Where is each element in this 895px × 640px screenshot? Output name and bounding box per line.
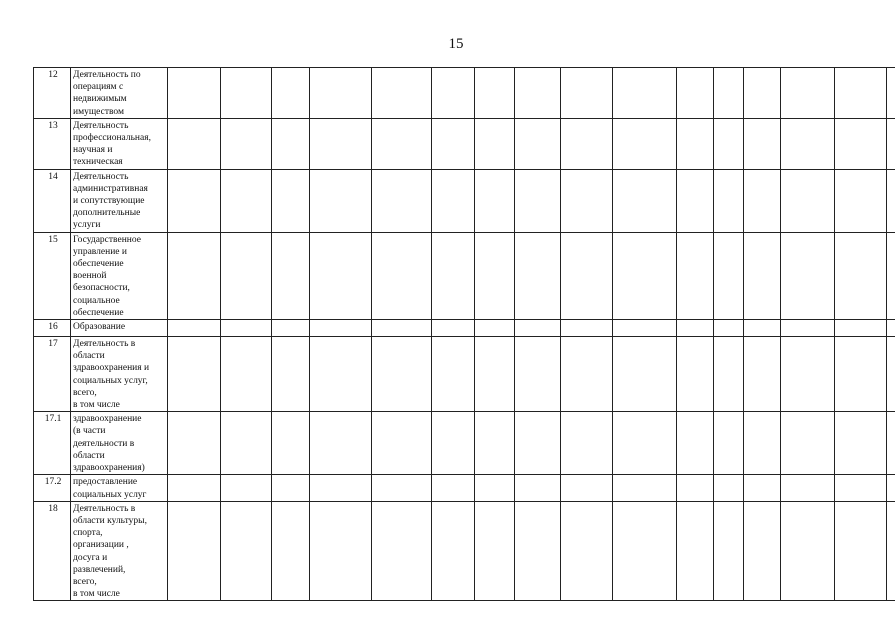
empty-cell: [310, 320, 372, 337]
empty-cell: [561, 320, 613, 337]
row-label: Образование: [71, 320, 168, 337]
row-label: Государственное управление и обеспечение военной безопасности, социальное обеспечение: [71, 232, 168, 319]
empty-cell: [475, 475, 515, 501]
empty-cell: [515, 501, 561, 601]
empty-cell: [613, 501, 677, 601]
empty-cell: [613, 118, 677, 169]
row-number: 17: [34, 337, 71, 412]
row-number: 14: [34, 169, 71, 232]
empty-cell: [677, 118, 714, 169]
empty-cell: [677, 337, 714, 412]
empty-cell: [561, 118, 613, 169]
table-row: [34, 475, 895, 501]
empty-cell: [432, 232, 475, 319]
empty-cell: [221, 337, 272, 412]
empty-cell: [372, 501, 432, 601]
empty-cell: [432, 475, 475, 501]
empty-cell: [432, 68, 475, 119]
row-label: Деятельность по операциям с недвижимым имуществом: [71, 68, 168, 119]
empty-cell: [887, 169, 895, 232]
empty-cell: [372, 68, 432, 119]
empty-cell: [714, 68, 744, 119]
empty-cell: [887, 501, 895, 601]
empty-cell: [310, 412, 372, 475]
empty-cell: [310, 68, 372, 119]
empty-cell: [168, 169, 221, 232]
empty-cell: [515, 320, 561, 337]
statistics-table: [33, 67, 895, 601]
empty-cell: [221, 412, 272, 475]
empty-cell: [887, 337, 895, 412]
empty-cell: [835, 501, 887, 601]
empty-cell: [561, 232, 613, 319]
row-label: Деятельность в области здравоохранения и социальных услуг, всего, в том числе: [71, 337, 168, 412]
empty-cell: [561, 412, 613, 475]
empty-cell: [781, 118, 835, 169]
empty-cell: [272, 475, 310, 501]
empty-cell: [561, 501, 613, 601]
empty-cell: [372, 320, 432, 337]
empty-cell: [613, 475, 677, 501]
empty-cell: [372, 337, 432, 412]
empty-cell: [613, 232, 677, 319]
empty-cell: [168, 412, 221, 475]
empty-cell: [613, 412, 677, 475]
empty-cell: [561, 68, 613, 119]
empty-cell: [432, 320, 475, 337]
empty-cell: [714, 337, 744, 412]
empty-cell: [372, 169, 432, 232]
empty-cell: [475, 337, 515, 412]
empty-cell: [221, 169, 272, 232]
empty-cell: [475, 232, 515, 319]
empty-cell: [310, 232, 372, 319]
row-number: 12: [34, 68, 71, 119]
empty-cell: [744, 475, 781, 501]
empty-cell: [781, 501, 835, 601]
empty-cell: [272, 118, 310, 169]
row-number: 15: [34, 232, 71, 319]
empty-cell: [887, 475, 895, 501]
row-label: Деятельность административная и сопутствующие дополнительные услуги: [71, 169, 168, 232]
empty-cell: [744, 320, 781, 337]
row-label: здравоохранение (в части деятельности в области здравоохранения): [71, 412, 168, 475]
empty-cell: [613, 337, 677, 412]
empty-cell: [887, 68, 895, 119]
page-number: 15: [448, 36, 464, 52]
empty-cell: [714, 232, 744, 319]
empty-cell: [272, 232, 310, 319]
empty-cell: [221, 320, 272, 337]
empty-cell: [744, 501, 781, 601]
empty-cell: [475, 68, 515, 119]
empty-cell: [744, 118, 781, 169]
empty-cell: [561, 337, 613, 412]
empty-cell: [714, 118, 744, 169]
empty-cell: [272, 68, 310, 119]
table-row: [34, 118, 895, 169]
empty-cell: [781, 320, 835, 337]
empty-cell: [475, 320, 515, 337]
empty-cell: [310, 169, 372, 232]
empty-cell: [310, 475, 372, 501]
empty-cell: [372, 232, 432, 319]
empty-cell: [887, 320, 895, 337]
empty-cell: [221, 475, 272, 501]
empty-cell: [677, 475, 714, 501]
empty-cell: [432, 337, 475, 412]
empty-cell: [835, 118, 887, 169]
empty-cell: [168, 68, 221, 119]
empty-cell: [613, 320, 677, 337]
empty-cell: [168, 501, 221, 601]
empty-cell: [310, 118, 372, 169]
row-number: 17.1: [34, 412, 71, 475]
empty-cell: [744, 232, 781, 319]
empty-cell: [835, 337, 887, 412]
empty-cell: [835, 412, 887, 475]
empty-cell: [677, 232, 714, 319]
empty-cell: [781, 169, 835, 232]
empty-cell: [835, 475, 887, 501]
empty-cell: [744, 68, 781, 119]
empty-cell: [432, 118, 475, 169]
empty-cell: [781, 232, 835, 319]
empty-cell: [310, 501, 372, 601]
empty-cell: [744, 412, 781, 475]
row-number: 18: [34, 501, 71, 601]
table-row: [34, 169, 895, 232]
empty-cell: [221, 232, 272, 319]
empty-cell: [432, 412, 475, 475]
empty-cell: [272, 169, 310, 232]
empty-cell: [515, 118, 561, 169]
empty-cell: [887, 232, 895, 319]
table-row: [34, 232, 895, 319]
empty-cell: [221, 68, 272, 119]
empty-cell: [475, 501, 515, 601]
empty-cell: [372, 118, 432, 169]
empty-cell: [781, 68, 835, 119]
table-row: [34, 337, 895, 412]
empty-cell: [835, 232, 887, 319]
empty-cell: [168, 232, 221, 319]
empty-cell: [515, 169, 561, 232]
empty-cell: [475, 412, 515, 475]
empty-cell: [432, 169, 475, 232]
empty-cell: [887, 412, 895, 475]
row-label: предоставление социальных услуг: [71, 475, 168, 501]
empty-cell: [887, 118, 895, 169]
empty-cell: [475, 169, 515, 232]
empty-cell: [515, 475, 561, 501]
empty-cell: [781, 412, 835, 475]
empty-cell: [372, 412, 432, 475]
table-body: [34, 68, 895, 601]
empty-cell: [677, 412, 714, 475]
empty-cell: [168, 337, 221, 412]
empty-cell: [168, 320, 221, 337]
empty-cell: [714, 475, 744, 501]
empty-cell: [613, 169, 677, 232]
empty-cell: [781, 475, 835, 501]
empty-cell: [515, 412, 561, 475]
table-row: [34, 320, 895, 337]
empty-cell: [561, 475, 613, 501]
empty-cell: [168, 475, 221, 501]
empty-cell: [613, 68, 677, 119]
empty-cell: [515, 232, 561, 319]
empty-cell: [781, 337, 835, 412]
empty-cell: [744, 169, 781, 232]
empty-cell: [372, 475, 432, 501]
row-number: 17.2: [34, 475, 71, 501]
empty-cell: [272, 412, 310, 475]
empty-cell: [310, 337, 372, 412]
row-number: 16: [34, 320, 71, 337]
table-row: [34, 68, 895, 119]
empty-cell: [677, 68, 714, 119]
empty-cell: [515, 337, 561, 412]
empty-cell: [677, 501, 714, 601]
empty-cell: [714, 501, 744, 601]
empty-cell: [168, 118, 221, 169]
empty-cell: [835, 169, 887, 232]
empty-cell: [475, 118, 515, 169]
empty-cell: [272, 320, 310, 337]
table-row: [34, 501, 895, 601]
empty-cell: [744, 337, 781, 412]
empty-cell: [677, 320, 714, 337]
empty-cell: [221, 501, 272, 601]
empty-cell: [714, 169, 744, 232]
empty-cell: [432, 501, 475, 601]
row-number: 13: [34, 118, 71, 169]
empty-cell: [835, 68, 887, 119]
empty-cell: [677, 169, 714, 232]
row-label: Деятельность профессиональная, научная и техническая: [71, 118, 168, 169]
row-label: Деятельность в области культуры, спорта, организации , досуга и развлечений, всего, в том числе: [71, 501, 168, 601]
empty-cell: [515, 68, 561, 119]
table-row: [34, 412, 895, 475]
empty-cell: [272, 337, 310, 412]
empty-cell: [272, 501, 310, 601]
empty-cell: [221, 118, 272, 169]
empty-cell: [835, 320, 887, 337]
empty-cell: [714, 412, 744, 475]
empty-cell: [714, 320, 744, 337]
empty-cell: [561, 169, 613, 232]
